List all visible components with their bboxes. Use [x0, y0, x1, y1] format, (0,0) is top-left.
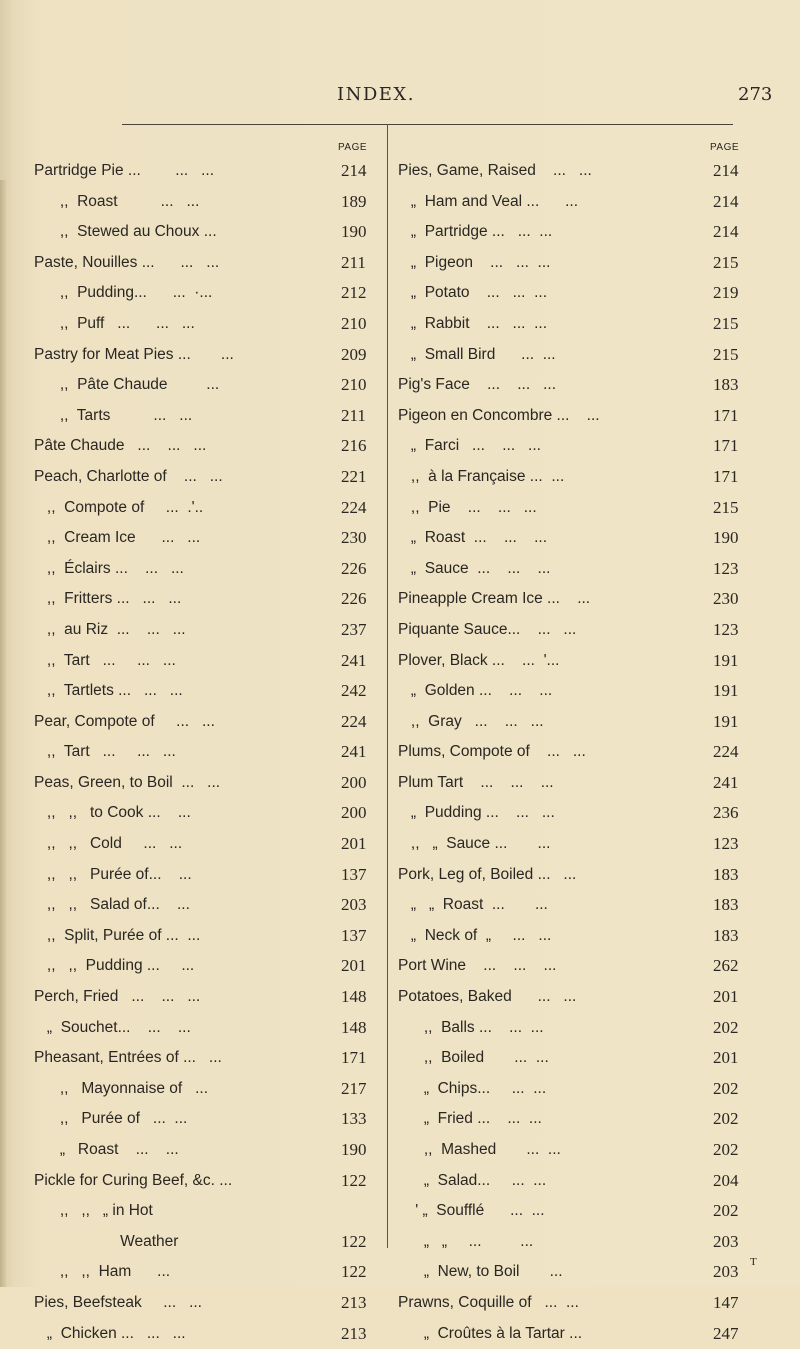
index-entry: [398, 1227, 748, 1258]
entry-label: ,, Mayonnaise of ...: [34, 1079, 209, 1097]
entry-label: „ Roast ... ...: [34, 1141, 179, 1158]
entry-label: Port Wine ... ... ...: [398, 957, 557, 975]
index-entry: [398, 615, 748, 646]
entry-page-number: 183: [713, 895, 739, 915]
running-title: INDEX.: [337, 84, 415, 105]
entry-page-number: 183: [713, 375, 739, 395]
index-entry: [34, 646, 380, 677]
entry-page-number: 230: [713, 589, 739, 609]
index-entry: [398, 156, 748, 187]
entry-label: „ Potato ... ... ...: [398, 284, 548, 302]
entry-page-number: 202: [713, 1078, 739, 1098]
entry-page-number: 210: [341, 313, 367, 333]
entry-page-number: 211: [341, 252, 366, 272]
entry-page-number: 242: [341, 681, 367, 701]
entry-page-number: 201: [341, 834, 367, 854]
entry-page-number: 224: [341, 711, 367, 731]
entry-label: „ Ham and Veal ... ...: [398, 192, 579, 210]
index-entry: [398, 1135, 748, 1166]
entry-label: „ Fried ... ... ...: [398, 1110, 542, 1128]
page-edge-shadow: [0, 180, 6, 1287]
entry-page-number: 171: [713, 436, 739, 456]
entry-label: ,, ,, Ham ...: [34, 1263, 171, 1281]
entry-label: „ Small Bird ... ...: [398, 345, 556, 363]
entry-label: ,, ,, Cold ... ...: [34, 835, 183, 853]
entry-label: ,, Cream Ice ... ...: [34, 529, 201, 547]
entry-label: ,, ,, „ in Hot: [34, 1202, 153, 1220]
index-entry: [398, 248, 748, 279]
entry-label: ,, Tart ... ... ...: [34, 651, 176, 669]
index-entry: [34, 554, 380, 585]
entry-page-number: 171: [713, 405, 739, 425]
signature-mark: T: [750, 1256, 757, 1268]
entry-label: Pastry for Meat Pies ... ...: [34, 345, 234, 363]
index-entry: [398, 768, 748, 799]
entry-label: Pies, Beefsteak ... ...: [34, 1293, 202, 1311]
entry-label: Plum Tart ... ... ...: [398, 773, 554, 791]
entry-page-number: 122: [341, 1231, 367, 1251]
index-entry: [398, 951, 748, 982]
entry-label: Peas, Green, to Boil ... ...: [34, 773, 221, 791]
entry-page-number: 216: [341, 436, 367, 456]
entry-page-number: 202: [713, 1017, 739, 1037]
entry-label: ,, Mashed ... ...: [398, 1141, 561, 1158]
entry-page-number: 217: [341, 1078, 367, 1098]
index-entry: [398, 798, 748, 829]
entry-label: ,, Stewed au Choux ...: [34, 223, 217, 241]
entry-page-number: 133: [341, 1109, 367, 1129]
entry-label: „ Souchet... ... ...: [34, 1018, 191, 1036]
index-entry: [34, 1166, 380, 1197]
entry-label: „ Sauce ... ... ...: [398, 559, 551, 577]
index-entry: [398, 1196, 748, 1227]
entry-label: „ Pigeon ... ... ...: [398, 253, 551, 271]
entry-page-number: 191: [713, 650, 739, 670]
entry-page-number: 203: [713, 1231, 739, 1251]
index-entry: [34, 401, 380, 432]
page-column-header-right: PAGE: [710, 142, 740, 153]
entry-label: Pheasant, Entrées of ... ...: [34, 1049, 222, 1067]
entry-page-number: 219: [713, 283, 739, 303]
index-entry: [398, 278, 748, 309]
entry-page-number: 241: [341, 650, 367, 670]
entry-label: Pigeon en Concombre ... ...: [398, 406, 600, 424]
entry-page-number: 137: [341, 864, 367, 884]
index-entry: [398, 1319, 748, 1349]
entry-page-number: 221: [341, 466, 367, 486]
entry-page-number: 122: [341, 1262, 367, 1282]
index-entry: [34, 615, 380, 646]
entry-label: „ Roast ... ... ...: [398, 529, 548, 547]
entry-page-number: 123: [713, 834, 739, 854]
entry-page-number: 183: [713, 864, 739, 884]
entry-label: Peach, Charlotte of ... ...: [34, 467, 223, 485]
index-entry: [34, 340, 380, 371]
entry-page-number: 190: [341, 1140, 367, 1159]
index-entry: [398, 309, 748, 340]
index-entry: [34, 370, 380, 401]
entry-page-number: 214: [713, 161, 739, 180]
entry-page-number: 241: [713, 772, 739, 792]
entry-label: „ New, to Boil ...: [398, 1263, 563, 1281]
entry-label: „ Chips... ... ...: [398, 1079, 547, 1097]
entry-page-number: 226: [341, 589, 367, 609]
index-entry: [34, 1257, 380, 1288]
entry-label: „ Salad... ... ...: [398, 1171, 547, 1189]
index-entry: [398, 340, 748, 371]
entry-page-number: 215: [713, 313, 739, 333]
entry-page-number: 190: [341, 222, 367, 242]
index-entry: [398, 676, 748, 707]
entry-label: ,, ,, to Cook ... ...: [34, 804, 191, 822]
index-entry: [34, 584, 380, 615]
entry-page-number: 202: [713, 1109, 739, 1129]
index-entry: [34, 1135, 380, 1166]
entry-label: Plover, Black ... ... '...: [398, 651, 560, 669]
index-entry: [34, 951, 380, 982]
index-entry: [398, 1257, 748, 1288]
entry-label: ,, Balls ... ... ...: [398, 1018, 544, 1036]
entry-label: ,, Tart ... ... ...: [34, 743, 176, 761]
index-entry: [398, 860, 748, 891]
entry-label: ,, Purée of ... ...: [34, 1110, 188, 1128]
index-entry: [34, 1104, 380, 1135]
entry-label: Pear, Compote of ... ...: [34, 712, 215, 730]
index-entry: [34, 278, 380, 309]
index-entry: [34, 768, 380, 799]
index-entry: [34, 462, 380, 493]
entry-page-number: 202: [713, 1201, 739, 1221]
entry-label: ,, Boiled ... ...: [398, 1049, 549, 1067]
index-entry: [398, 493, 748, 524]
entry-label: „ Golden ... ... ...: [398, 682, 553, 700]
entry-label: „ Farci ... ... ...: [398, 437, 541, 455]
entry-page-number: 214: [713, 222, 739, 242]
entry-page-number: 148: [341, 1017, 367, 1037]
index-entry: [34, 860, 380, 891]
entry-page-number: 191: [713, 681, 739, 701]
index-entry: [34, 1043, 380, 1074]
index-entry: [34, 921, 380, 952]
entry-label: Potatoes, Baked ... ...: [398, 988, 577, 1006]
index-entry: [34, 707, 380, 738]
entry-label: „ Chicken ... ... ...: [34, 1324, 186, 1342]
entry-label: „ Croûtes à la Tartar ...: [398, 1324, 583, 1342]
entry-label: Pork, Leg of, Boiled ... ...: [398, 865, 577, 883]
index-entry: [34, 982, 380, 1013]
entry-label: ,, Split, Purée of ... ...: [34, 926, 201, 944]
entry-label: „ „ ... ...: [398, 1232, 534, 1250]
entry-label: ,, Tartlets ... ... ...: [34, 682, 183, 700]
index-entry: [398, 370, 748, 401]
entry-page-number: 201: [341, 956, 367, 976]
index-entry: [34, 493, 380, 524]
entry-label: Piquante Sauce... ... ...: [398, 620, 577, 638]
index-entry: [398, 1166, 748, 1197]
entry-page-number: 123: [713, 558, 739, 578]
entry-page-number: 211: [341, 405, 366, 425]
entry-page-number: 224: [341, 497, 367, 517]
index-column-right: [398, 142, 748, 1349]
index-column-left: [34, 142, 380, 1349]
index-entry: [34, 1288, 380, 1319]
index-entry: [398, 584, 748, 615]
entry-label: Pig's Face ... ... ...: [398, 376, 557, 394]
index-entry: [398, 462, 748, 493]
entry-page-number: 200: [341, 803, 367, 823]
entry-page-number: 224: [713, 742, 739, 762]
index-entry: [398, 523, 748, 554]
entry-label: „ Rabbit ... ... ...: [398, 314, 548, 332]
entry-label: Plums, Compote of ... ...: [398, 743, 586, 761]
index-entry: [398, 187, 748, 218]
entry-label: Partridge Pie ... ... ...: [34, 162, 215, 179]
entry-page-number: 203: [713, 1262, 739, 1282]
entry-label: ,, Compote of ... .'..: [34, 498, 204, 516]
index-entry: [34, 248, 380, 279]
index-entry: [398, 401, 748, 432]
entry-label: ,, Pâte Chaude ...: [34, 376, 220, 394]
entry-label: ,, Roast ... ...: [34, 192, 200, 210]
entry-page-number: 226: [341, 558, 367, 578]
index-entry: [34, 156, 380, 187]
index-entry: [398, 554, 748, 585]
index-entry: [398, 829, 748, 860]
entry-page-number: 122: [341, 1170, 367, 1190]
entry-page-number: 215: [713, 344, 739, 364]
entry-label: ,, Pudding... ... ·...: [34, 284, 213, 302]
entry-page-number: 236: [713, 803, 739, 823]
entry-label: „ Neck of „ ... ...: [398, 926, 552, 944]
entry-page-number: 203: [341, 895, 367, 915]
index-entry: [398, 707, 748, 738]
entry-page-number: 212: [341, 283, 367, 303]
entry-page-number: 202: [713, 1140, 739, 1159]
index-entry: [398, 646, 748, 677]
index-entry: [398, 1043, 748, 1074]
index-entry: [398, 217, 748, 248]
entry-page-number: 183: [713, 925, 739, 945]
index-entry: [34, 1013, 380, 1044]
index-entry: [34, 431, 380, 462]
entry-label: ,, Éclairs ... ... ...: [34, 559, 184, 577]
entry-page-number: 201: [713, 1048, 739, 1068]
entry-page-number: 137: [341, 925, 367, 945]
column-divider: [387, 124, 388, 1248]
index-entry: [398, 737, 748, 768]
entry-page-number: 237: [341, 619, 367, 639]
entry-label: ' „ Soufflé ... ...: [398, 1202, 545, 1220]
entry-page-number: 213: [341, 1323, 367, 1343]
entry-label: ,, Puff ... ... ...: [34, 314, 195, 332]
entry-page-number: 214: [341, 161, 367, 180]
entry-page-number: 123: [713, 619, 739, 639]
entry-label: Pineapple Cream Ice ... ...: [398, 590, 591, 608]
index-entry: [398, 921, 748, 952]
index-entry: [34, 1319, 380, 1349]
index-entry: [34, 523, 380, 554]
index-entry: [398, 1074, 748, 1105]
entry-page-number: 201: [713, 987, 739, 1007]
entry-page-number: 190: [713, 528, 739, 548]
entry-page-number: 189: [341, 191, 367, 211]
entry-page-number: 209: [341, 344, 367, 364]
header-rule: [122, 124, 733, 125]
index-entry: [398, 1104, 748, 1135]
entry-page-number: 191: [713, 711, 739, 731]
entry-label: Pickle for Curing Beef, &c. ...: [34, 1171, 233, 1189]
entry-label: Pâte Chaude ... ... ...: [34, 437, 207, 455]
entry-label: Prawns, Coquille of ... ...: [398, 1293, 579, 1311]
index-entry: [34, 890, 380, 921]
entry-label: Perch, Fried ... ... ...: [34, 988, 201, 1006]
entry-page-number: 213: [341, 1292, 367, 1312]
index-entry: [398, 1288, 748, 1319]
entry-label: ,, à la Française ... ...: [398, 467, 565, 485]
entry-label: ,, Fritters ... ... ...: [34, 590, 182, 608]
index-entry: [34, 829, 380, 860]
index-entry: [34, 737, 380, 768]
entry-label: „ Pudding ... ... ...: [398, 804, 555, 822]
index-entry: [398, 431, 748, 462]
index-entry: [398, 890, 748, 921]
index-entry: [398, 1013, 748, 1044]
entry-label: Pies, Game, Raised ... ...: [398, 162, 592, 179]
index-entry: [34, 1196, 380, 1227]
page-column-header-left: PAGE: [338, 142, 368, 153]
entry-label: ,, Gray ... ... ...: [398, 712, 544, 730]
entry-label: „ Partridge ... ... ...: [398, 223, 553, 241]
entry-label: ,, ,, Pudding ... ...: [34, 957, 195, 975]
index-entry: [34, 676, 380, 707]
entry-label: ,, au Riz ... ... ...: [34, 620, 186, 638]
entry-page-number: 147: [713, 1292, 739, 1312]
entry-label: Paste, Nouilles ... ... ...: [34, 253, 220, 271]
entry-page-number: 215: [713, 252, 739, 272]
entry-label: Weather: [34, 1232, 179, 1250]
entry-page-number: 230: [341, 528, 367, 548]
entry-page-number: 214: [713, 191, 739, 211]
entry-label: ,, ,, Salad of... ...: [34, 896, 190, 914]
index-entry: [34, 309, 380, 340]
page-number: 273: [738, 84, 773, 105]
entry-page-number: 148: [341, 987, 367, 1007]
entry-label: ,, Tarts ... ...: [34, 406, 193, 424]
index-entry: [398, 982, 748, 1013]
index-entry: [34, 217, 380, 248]
entry-page-number: 210: [341, 375, 367, 395]
entry-label: ,, „ Sauce ... ...: [398, 835, 551, 853]
entry-label: ,, ,, Purée of... ...: [34, 865, 192, 883]
entry-page-number: 247: [713, 1323, 739, 1343]
index-entry: [34, 1074, 380, 1105]
entry-label: ,, Pie ... ... ...: [398, 498, 537, 516]
entry-page-number: 171: [713, 466, 739, 486]
entry-page-number: 215: [713, 497, 739, 517]
entry-page-number: 262: [713, 956, 739, 976]
index-entry: [34, 187, 380, 218]
entry-page-number: 200: [341, 772, 367, 792]
entry-page-number: 204: [713, 1170, 739, 1190]
index-entry: [34, 798, 380, 829]
running-header: [0, 84, 800, 108]
entry-label: „ „ Roast ... ...: [398, 896, 548, 914]
entry-page-number: 241: [341, 742, 367, 762]
entry-page-number: 171: [341, 1048, 367, 1068]
index-entry: [34, 1227, 380, 1258]
